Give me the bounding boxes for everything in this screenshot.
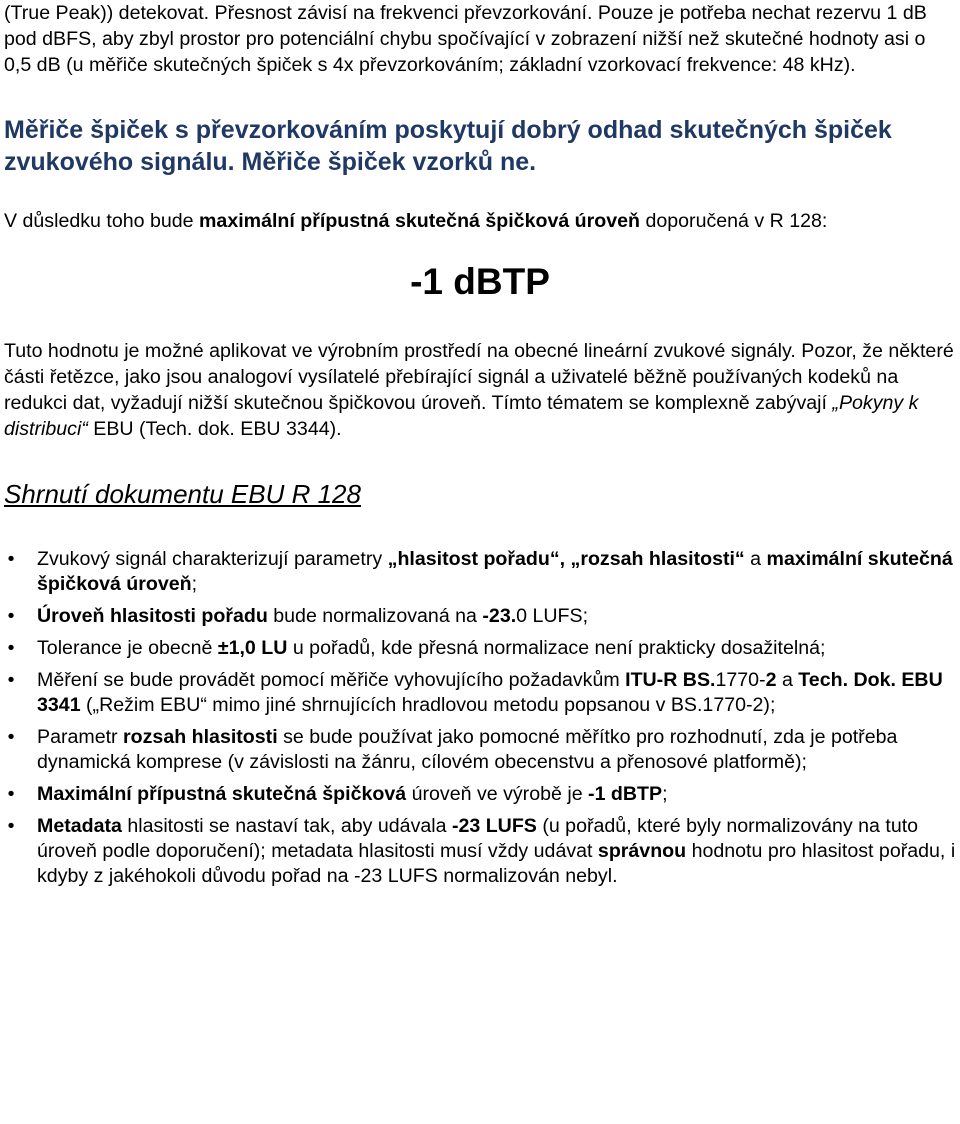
item-bold: -23 LUFS <box>451 815 537 837</box>
list-item <box>4 782 956 807</box>
consequence-text-2: doporučená v R 128: <box>640 210 828 232</box>
bullet-icon: • <box>7 726 15 748</box>
list-item <box>4 668 956 718</box>
item-bold: Metadata <box>37 815 122 837</box>
item-bold: maximální skutečná špičková úroveň <box>37 548 953 595</box>
intro-paragraph <box>4 0 956 78</box>
item-text: (u pořadů, které byly normalizovány na tuto úroveň podle doporučení); metadata hlasitosti musí vždy udávat <box>37 815 919 862</box>
bullet-icon: • <box>7 637 15 659</box>
bullet-icon: • <box>7 783 15 805</box>
item-bold: ITU-R BS. <box>625 669 716 691</box>
summary-heading: Shrnutí dokumentu EBU R 128 <box>4 479 361 509</box>
item-text: hlasitosti se nastaví tak, aby udávala <box>121 815 452 837</box>
item-text: 1770- <box>715 669 766 691</box>
max-true-peak-value: -1 dBTP <box>410 261 550 302</box>
bullet-icon: • <box>7 815 15 837</box>
item-text: ; <box>191 573 198 595</box>
production-note-text-1: Tuto hodnotu je možné aplikovat ve výrobním prostředí na obecné lineární zvukové signály. Pozor, že některé části řetězce, jako jsou analogoví vysílatelé přebírající signál a uživatelé běžně používaných kodeků na redukci dat, vyžadují nižší skutečnou špičkovou úroveň. Tímto tématem se komplexně zabývají <box>4 340 954 414</box>
production-note-paragraph <box>4 338 956 442</box>
bullet-icon: • <box>7 669 15 691</box>
list-item <box>4 814 956 889</box>
item-text: se bude používat jako pomocné měřítko pro rozhodnutí, zda je potřeba dynamická komprese (v závislosti na žánru, cílovém obecenstvu a přenosové platformě); <box>37 726 898 773</box>
item-text: („Režim EBU“ mimo jiné shrnujících hradlovou metodu popsanou v BS.1770-2); <box>80 694 776 716</box>
item-bold: Maximální přípustná skutečná špičková <box>37 783 407 805</box>
item-text: a <box>744 548 767 570</box>
bullet-icon: • <box>7 605 15 627</box>
item-text: úroveň ve výrobě je <box>406 783 589 805</box>
item-text: ; <box>662 783 668 805</box>
item-text: Měření se bude provádět pomocí měřiče vyhovujícího požadavkům <box>37 669 626 691</box>
item-text: hodnotu pro hlasitost pořadu, i kdyby z jakéhokoli důvodu pořad na -23 LUFS normalizován nebyl. <box>37 840 956 887</box>
peak-meter-heading-text: Měřiče špiček s převzorkováním poskytují dobrý odhad skutečných špiček zvukového signálu. Měřiče špiček vzorků ne. <box>4 116 892 176</box>
item-bold: rozsah hlasitosti <box>123 726 278 748</box>
list-item <box>4 725 956 775</box>
list-item <box>4 604 956 629</box>
distribution-guidelines-title: „Pokyny k distribuci“ <box>4 392 919 440</box>
item-bold: Úroveň hlasitosti pořadu <box>37 605 268 627</box>
item-bold: Tech. Dok. EBU 3341 <box>37 669 943 716</box>
item-bold: 2 <box>765 669 777 691</box>
production-note-text-2: EBU (Tech. dok. EBU 3344). <box>87 418 342 440</box>
summary-list <box>4 547 956 889</box>
item-text: Tolerance je obecně <box>37 637 218 659</box>
item-text: a <box>776 669 799 691</box>
consequence-text-1: V důsledku toho bude <box>4 210 199 232</box>
item-text: bude normalizovaná na <box>267 605 483 627</box>
item-bold: ±1,0 LU <box>217 637 288 659</box>
item-bold: -1 dBTP <box>588 783 663 805</box>
item-text: u pořadů, kde přesná normalizace není prakticky dosažitelná; <box>287 637 826 659</box>
item-bold: „hlasitost pořadu“, „rozsah hlasitosti“ <box>387 548 745 570</box>
item-bold: -23. <box>482 605 517 627</box>
list-item <box>4 547 956 597</box>
item-bold: správnou <box>597 840 687 862</box>
item-text: 0 LUFS; <box>516 605 589 627</box>
peak-meter-heading <box>4 114 956 178</box>
intro-text: (True Peak)) detekovat. Přesnost závisí na frekvenci převzorkování. Pouze je potřeba nechat rezervu 1 dB pod dBFS, aby zbyl prostor pro potenciální chybu spočívající v zobrazení nižší než skutečné hodnoty asi o 0,5 dB (u měřiče skutečných špiček s 4x převzorkováním; základní vzorkovací frekvence: 48 kHz). <box>4 2 927 76</box>
consequence-paragraph <box>4 208 956 234</box>
consequence-bold: maximální přípustná skutečná špičková úroveň <box>199 210 641 232</box>
item-text: Parametr <box>37 726 124 748</box>
bullet-icon: • <box>7 548 15 570</box>
list-item <box>4 636 956 661</box>
item-text: Zvukový signál charakterizují parametry <box>37 548 388 570</box>
